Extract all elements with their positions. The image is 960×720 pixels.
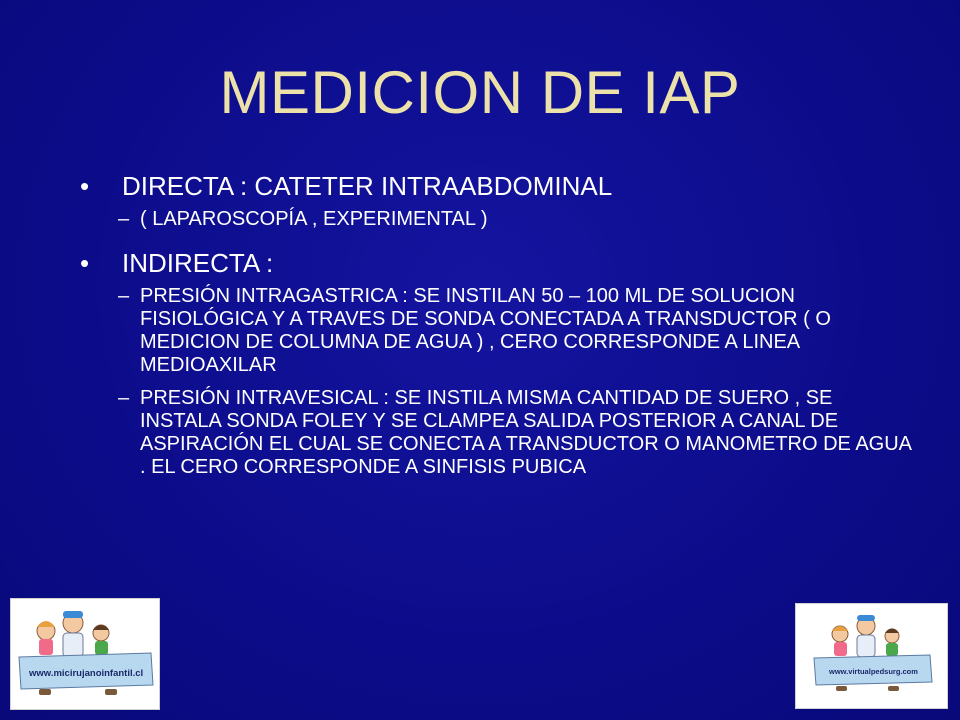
bullet-icon: •	[80, 171, 90, 201]
dash-icon: –	[118, 285, 130, 307]
kids-illustration-icon	[11, 599, 159, 709]
slide-body	[78, 170, 918, 489]
logo-url-text: www.micirujanoinfantil.cl	[29, 668, 144, 679]
bullet-text: DIRECTA : CATETER INTRAABDOMINAL	[122, 171, 613, 201]
bullet-item-directa	[78, 170, 918, 202]
sub-item-intragastrica	[78, 285, 918, 377]
dash-icon: –	[118, 387, 130, 409]
bullet-item-indirecta	[78, 247, 918, 279]
dash-icon: –	[118, 208, 130, 230]
slide-title: MEDICION DE IAP	[219, 59, 741, 126]
bullet-text: INDIRECTA :	[122, 248, 274, 278]
bullet-icon: •	[80, 248, 90, 278]
logo-url-text: www.virtualpedsurg.com	[829, 667, 918, 676]
logo-micirujanoinfantil	[10, 598, 160, 710]
sub-item-text: ( LAPAROSCOPÍA , EXPERIMENTAL )	[140, 208, 488, 230]
sub-item-text: PRESIÓN INTRAVESICAL : SE INSTILA MISMA CANTIDAD DE SUERO , SE INSTALA SONDA FOLEY Y SE CLAMPEA SALIDA POSTERIOR A CANAL DE ASPIRACIÓN EL CUAL SE CONECTA A TRANSDUCTOR O MANOMETRO DE AGUA . EL CERO CORRESPONDE A SINFISIS PUBICA	[140, 387, 911, 478]
kids-illustration-icon	[796, 604, 947, 708]
sub-item-laparoscopia	[78, 208, 918, 231]
sub-item-text: PRESIÓN INTRAGASTRICA : SE INSTILAN 50 – 100 ML DE SOLUCION FISIOLÓGICA Y A TRAVES DE SONDA CONECTADA A TRANSDUCTOR ( O MEDICION DE COLUMNA DE AGUA ) , CERO CORRESPONDE A LINEA MEDIOAXILAR	[140, 285, 831, 376]
sub-item-intravesical	[78, 387, 918, 479]
logo-virtualpedsurg	[795, 603, 948, 709]
